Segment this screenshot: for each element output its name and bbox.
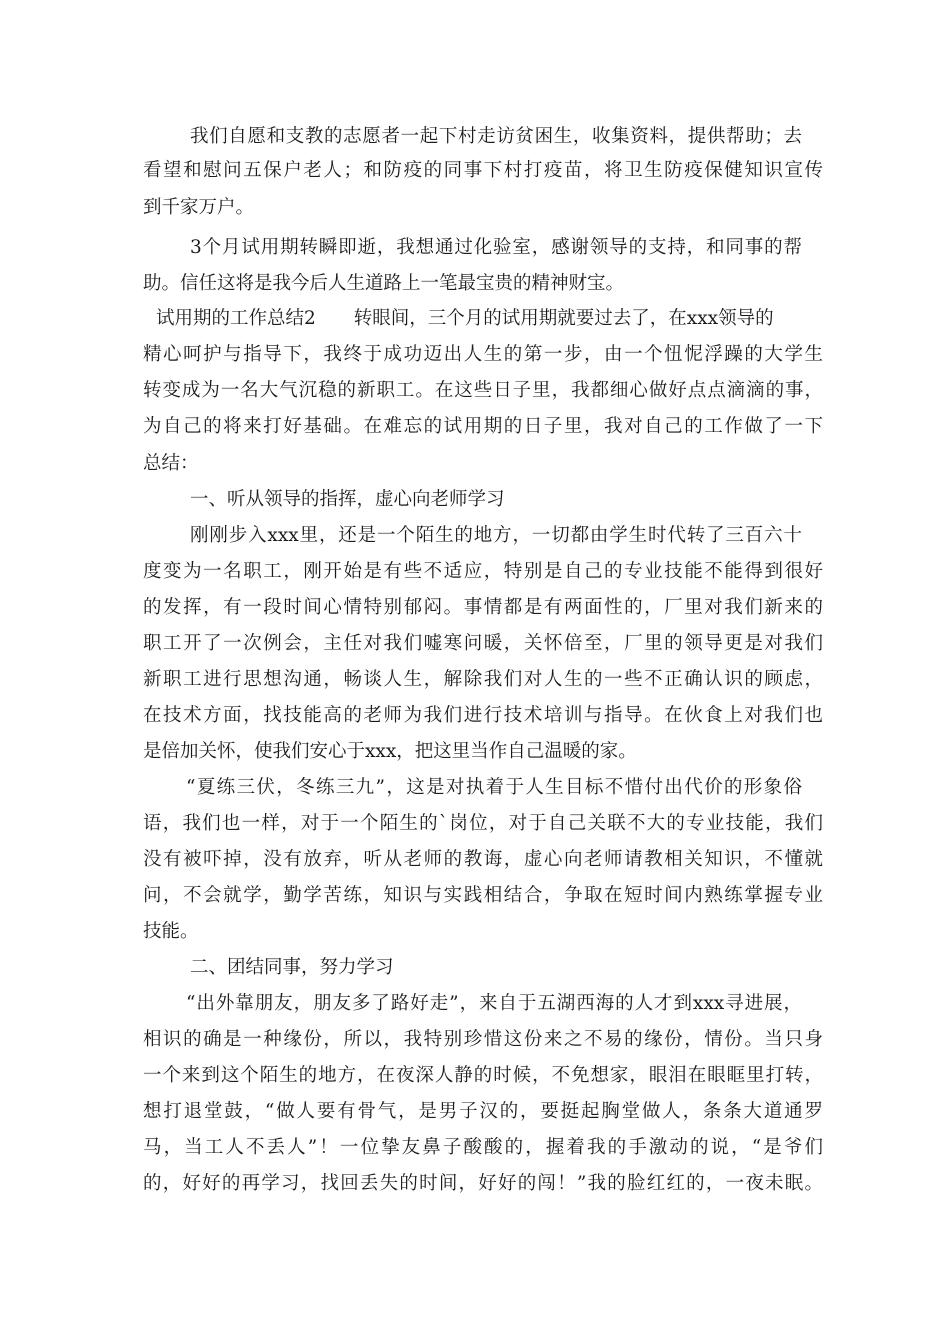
subsection-heading: 一、听从领导的指挥，虚心向老师学习 [190,489,505,510]
text-line: “夏练三伏，冬练三九”，这是对执着于人生目标不惜付出代价的形象俗 [186,777,802,798]
text-line: 为自己的将来打好基础。在难忘的试用期的日子里，我对自己的工作做了一下 [143,416,823,437]
text-line: 想打退堂鼓，“做人要有骨气，是男子汉的，要挺起胸堂做人，条条大道通罗 [143,1101,823,1122]
text-line: 一个来到这个陌生的地方，在夜深人静的时候，不免想家，眼泪在眼眶里打转， [143,1065,823,1086]
text-line: 在技术方面，找技能高的老师为我们进行技术培训与指导。在伙食上对我们也 [143,705,823,726]
text-line: 度变为一名职工，刚开始是有些不适应，特别是自己的专业技能不能得到很好 [143,561,823,582]
text-line: 刚刚步入xxx里，还是一个陌生的地方，一切都由学生时代转了三百六十 [190,525,802,546]
text-line: 转眼间，三个月的试用期就要过去了，在xxx领导的 [353,308,774,329]
text-line: 总结： [143,453,199,474]
text-line: 看望和慰问五保户老人；和防疫的同事下村打疫苗，将卫生防疫保健知识宣传 [143,160,823,181]
text-line: 技能。 [143,921,199,942]
text-line: 的发挥，有一段时间心情特别郁闷。事情都是有两面性的，厂里对我们新来的 [143,597,823,618]
text-line: 语，我们也一样，对于一个陌生的`岗位，对于自己关联不大的专业技能，我们 [143,813,823,834]
text-line: 职工开了一次例会，主任对我们嘘寒问暖，关怀倍至，厂里的领导更是对我们 [143,633,823,654]
text-line: 新职工进行思想沟通，畅谈人生，解除我们对人生的一些不正确认识的顾虑， [143,669,823,690]
text-line: 我们自愿和支教的志愿者一起下村走访贫困生，收集资料，提供帮助；去 [190,126,802,147]
text-line: 的，好好的再学习，找回丢失的时间，好好的闯！”我的脸红红的，一夜未眠。 [143,1173,823,1194]
text-line: 问，不会就学，勤学苦练，知识与实践相结合，争取在短时间内熟练掌握专业 [143,885,823,906]
text-line: 精心呵护与指导下，我终于成功迈出人生的第一步，由一个忸怩浮躁的大学生 [143,344,823,365]
section-title: 试用期的工作总结2 [156,308,316,329]
text-line: 马，当工人不丢人”！一位挚友鼻子酸酸的，握着我的手激动的说，“是爷们 [143,1137,823,1158]
text-line: 到千家万户。 [143,197,255,218]
text-line: “出外靠朋友，朋友多了路好走”，来自于五湖西海的人才到xxx寻进展， [186,993,802,1014]
text-line: 转变成为一名大气沉稳的新职工。在这些日子里，我都细心做好点点滴滴的事， [143,380,823,401]
text-line: 是倍加关怀，使我们安心于xxx，把这里当作自己温暖的家。 [143,741,637,762]
text-line: 没有被吓掉，没有放弃，听从老师的教诲，虚心向老师请教相关知识，不懂就 [143,849,823,870]
text-line: 相识的确是一种缘份，所以，我特别珍惜这份来之不易的缘份，情份。当只身 [143,1029,823,1050]
subsection-heading: 二、团结同事，努力学习 [190,957,394,978]
text-line: 助。信任这将是我今后人生道路上一笔最宝贵的精神财宝。 [143,273,625,294]
text-line: 3个月试用期转瞬即逝，我想通过化验室，感谢领导的支持，和同事的帮 [190,237,802,258]
section-heading-line [156,304,816,334]
